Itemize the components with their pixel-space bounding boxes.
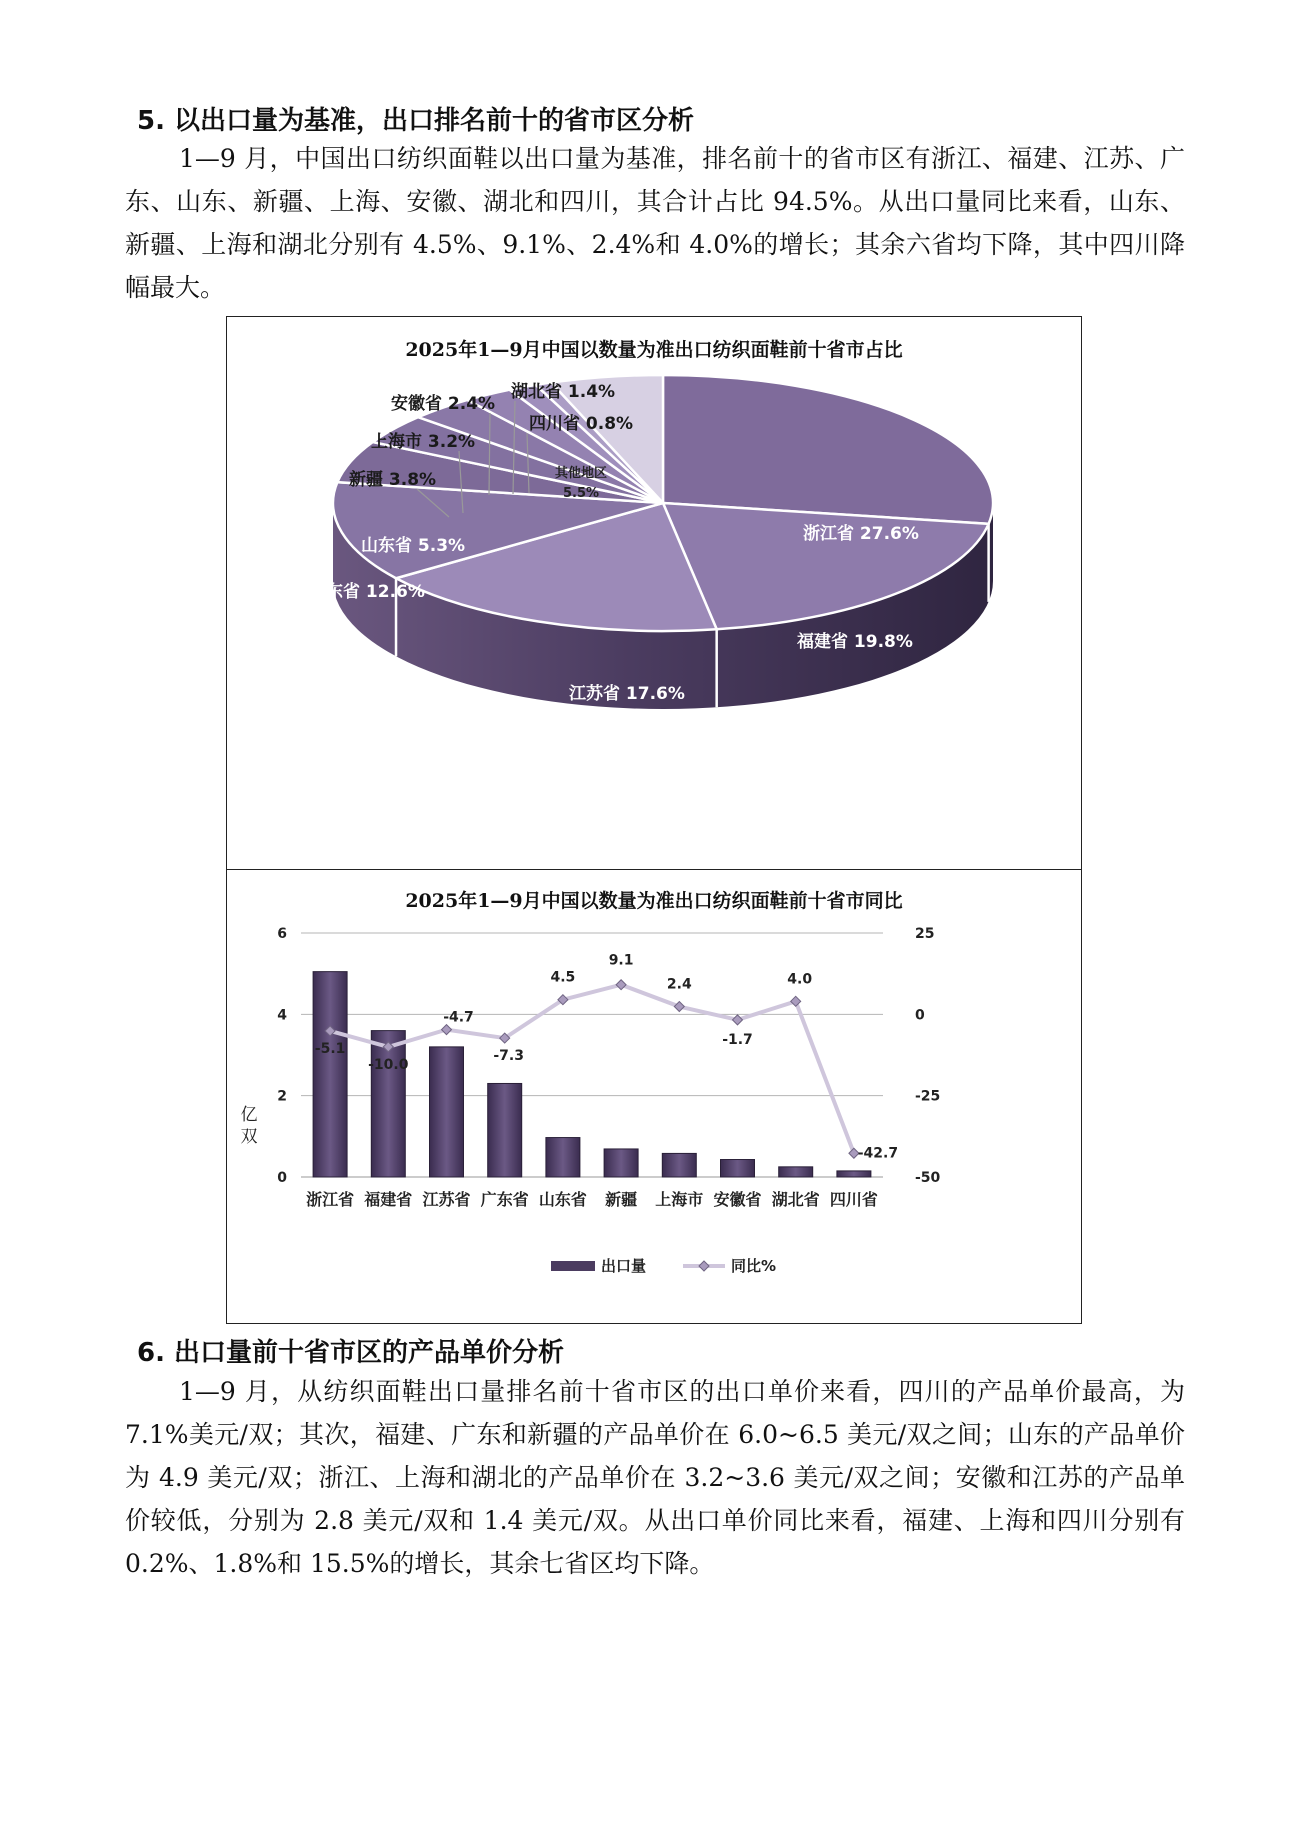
bar-item-9 — [779, 1167, 813, 1177]
x-tick-label-item-9: 湖北省 — [771, 1190, 820, 1209]
legend-bar-swatch — [551, 1261, 595, 1271]
bar-item-1 — [313, 972, 347, 1177]
combo-chart-title: 2025年1—9月中国以数量为准出口纺织面鞋前十省市同比 — [405, 890, 903, 912]
pie-label-item-4: 广东省 12.6% — [309, 582, 425, 602]
yoy-label-item-3: -4.7 — [443, 1009, 474, 1026]
x-tick-label-item-10: 四川省 — [829, 1190, 878, 1209]
section-5-paragraph: 1—9 月，中国出口纺织面鞋以出口量为基准，排名前十的省市区有浙江、福建、江苏、广东、山东、新疆、上海、安徽、湖北和四川，其合计占比 94.5%。从出口量同比来看，山东、新疆、上海和湖北分别有 4.5%、9.1%、2.4%和 4.0%的增长；其余六省均下降，其中四川降幅最大。 — [125, 144, 1185, 302]
pie-label-item-6: 新疆 3.8% — [349, 470, 437, 490]
y-tick-label: 2 — [277, 1088, 287, 1105]
legend-line-label: 同比% — [731, 1257, 777, 1275]
y2-tick-label: 25 — [915, 926, 935, 942]
x-tick-label-item-5: 山东省 — [538, 1190, 587, 1209]
pie-label-item-10: 四川省 0.8% — [529, 414, 634, 434]
y2-tick-label: 0 — [915, 1007, 925, 1024]
combo-chart-figure — [226, 869, 1082, 1324]
y-tick-label: 4 — [277, 1007, 287, 1024]
y-axis-label: 亿 — [240, 1105, 258, 1125]
pie-label-item-8: 安徽省 2.4% — [391, 394, 496, 414]
pie-chart — [227, 317, 1080, 869]
bar-item-3 — [430, 1047, 464, 1177]
pie-label-item-2: 福建省 19.8% — [797, 632, 913, 652]
pie-label-item-3: 江苏省 17.6% — [569, 684, 685, 704]
section-5-heading: 5. 以出口量为基准，出口排名前十的省市区分析 — [137, 106, 695, 136]
yoy-label-item-4: -7.3 — [493, 1048, 525, 1065]
y-axis-label: 双 — [240, 1127, 258, 1147]
x-tick-label-item-7: 上海市 — [655, 1190, 704, 1209]
bar-item-8 — [721, 1160, 755, 1177]
pie-label-other-name: 其他地区 — [554, 466, 608, 481]
yoy-label-item-1: -5.1 — [314, 1040, 346, 1057]
pie-label-item-5: 山东省 5.3% — [361, 536, 466, 556]
yoy-label-item-6: 9.1 — [608, 952, 634, 969]
x-tick-label-item-4: 广东省 — [480, 1190, 529, 1209]
y-tick-label: 6 — [277, 926, 287, 942]
pie-slice-item-1 — [663, 375, 993, 524]
section-6-heading: 6. 出口量前十省市区的产品单价分析 — [137, 1338, 565, 1368]
pie-chart-figure — [226, 316, 1082, 871]
yoy-marker-item-8 — [733, 1015, 743, 1025]
yoy-label-item-7: 2.4 — [666, 976, 692, 993]
x-tick-label-item-3: 江苏省 — [422, 1190, 471, 1209]
legend-line-marker — [699, 1261, 709, 1271]
y-tick-label: 0 — [277, 1170, 287, 1186]
pie-label-item-9: 湖北省 1.4% — [511, 382, 616, 402]
bar-item-10 — [837, 1171, 871, 1177]
yoy-label-item-5: 4.5 — [550, 969, 576, 986]
yoy-label-item-9: 4.0 — [787, 971, 813, 988]
pie-label-item-1: 浙江省 27.6% — [803, 524, 919, 544]
x-tick-label-item-6: 新疆 — [605, 1190, 638, 1209]
pie-chart-title: 2025年1—9月中国以数量为准出口纺织面鞋前十省市占比 — [405, 339, 903, 361]
bar-item-5 — [546, 1138, 580, 1177]
x-tick-label-item-2: 福建省 — [364, 1190, 413, 1209]
yoy-label-item-8: -1.7 — [722, 1031, 753, 1048]
combo-chart — [227, 870, 1080, 1322]
yoy-marker-item-7 — [674, 1002, 684, 1012]
bar-item-6 — [604, 1149, 638, 1177]
yoy-label-item-10: -42.7 — [857, 1145, 899, 1162]
yoy-marker-item-6 — [616, 980, 626, 990]
bar-item-7 — [662, 1153, 696, 1177]
pie-label-other-value: 5.5% — [562, 486, 600, 501]
x-tick-label-item-1: 浙江省 — [306, 1190, 355, 1209]
yoy-line — [330, 985, 854, 1154]
y2-tick-label: -50 — [915, 1170, 941, 1186]
section-6-paragraph: 1—9 月，从纺织面鞋出口量排名前十省市区的出口单价来看，四川的产品单价最高，为 7.1%美元/双；其次，福建、广东和新疆的产品单价在 6.0~6.5 美元/双之间；山东的产品单价为 4.9 美元/双；浙江、上海和湖北的产品单价在 3.2~3.6 美元/双之间；安徽和江苏的产品单价较低，分别为 2.8 美元/双和 1.4 美元/双。从出口单价同比来看，福建、上海和四川分别有 0.2%、1.8%和 15.5%的增长，其余七省区均下降。 — [125, 1377, 1185, 1578]
legend-bar-label: 出口量 — [601, 1257, 647, 1275]
yoy-label-item-2: -10.0 — [368, 1056, 409, 1073]
yoy-marker-item-9 — [791, 996, 801, 1006]
pie-label-item-7: 上海市 3.2% — [371, 432, 476, 452]
x-tick-label-item-8: 安徽省 — [713, 1190, 762, 1209]
y2-tick-label: -25 — [915, 1088, 941, 1105]
bar-item-4 — [488, 1083, 522, 1177]
yoy-marker-item-3 — [442, 1025, 452, 1035]
